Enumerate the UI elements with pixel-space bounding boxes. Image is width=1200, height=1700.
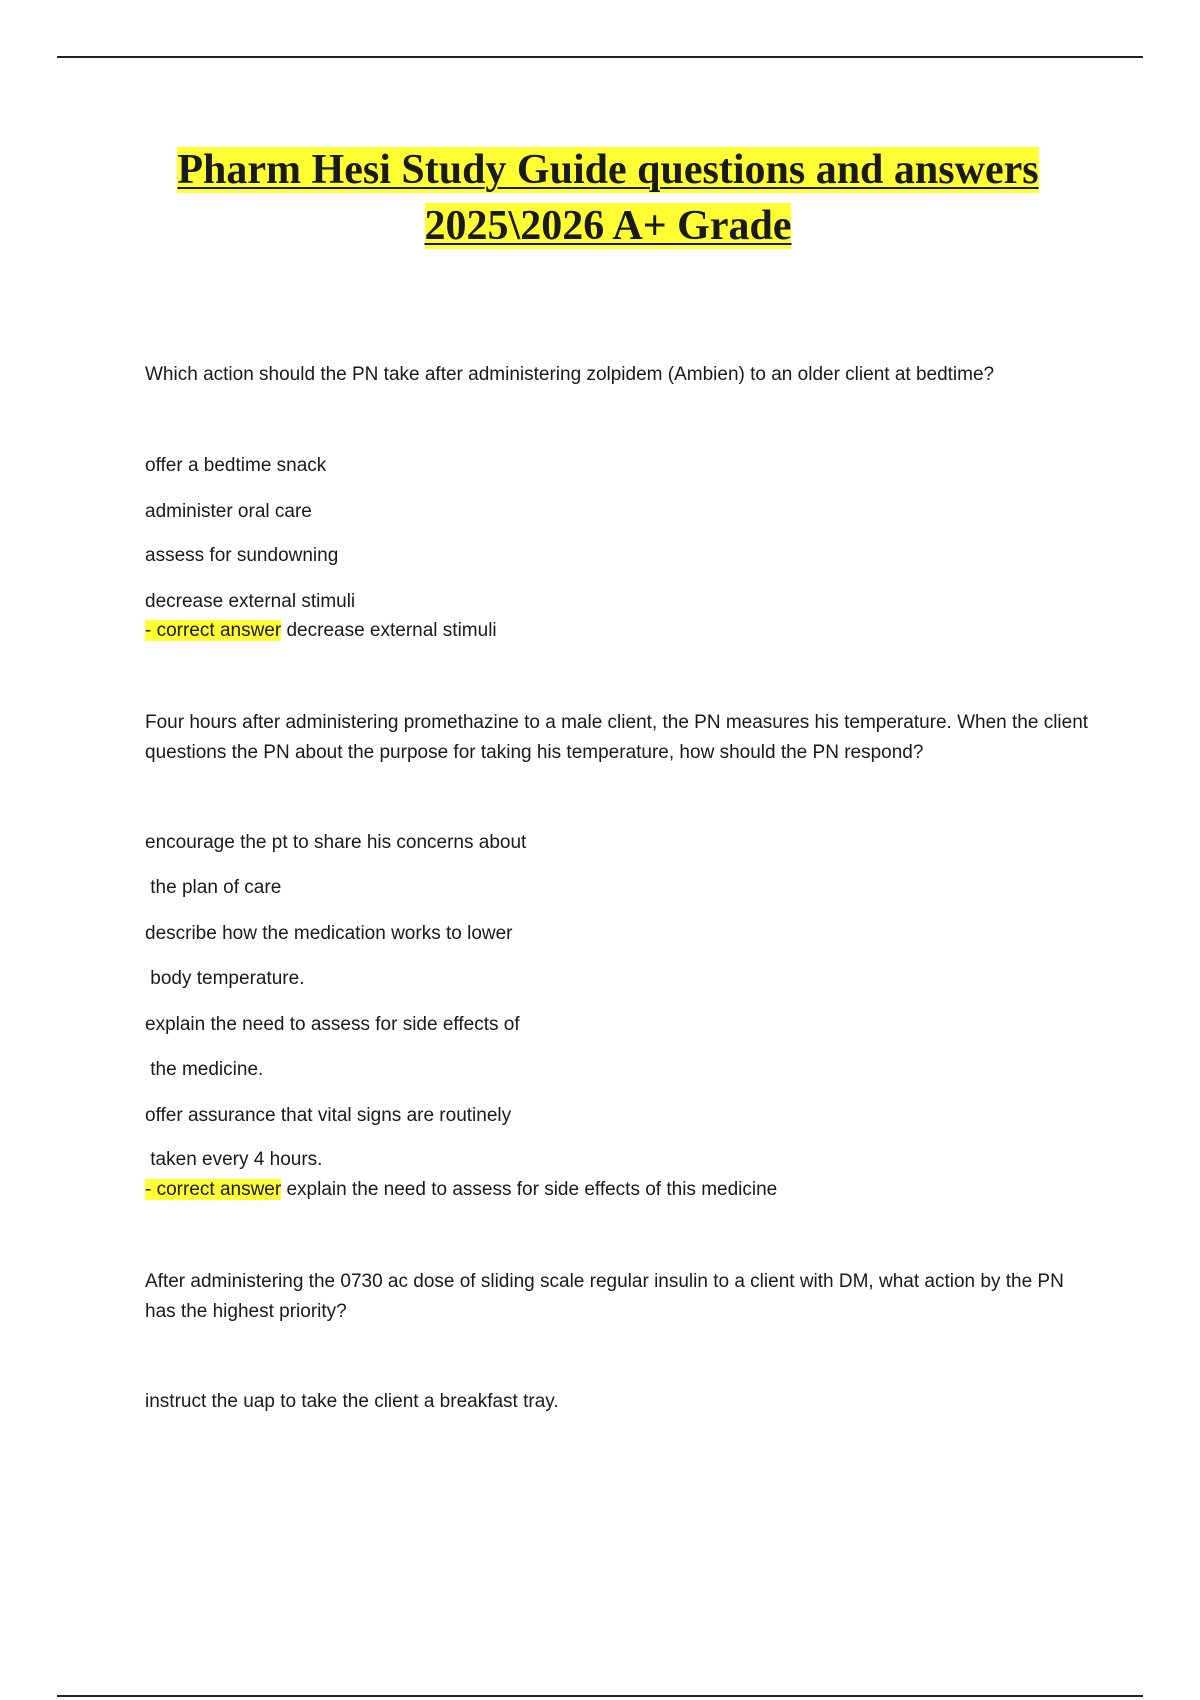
question-2-option-2: describe how the medication works to lower [145,923,513,944]
question-2-option-3-cont: the medicine. [145,1059,264,1080]
question-2-option-1: encourage the pt to share his concerns about [145,832,527,853]
document-title [100,142,1116,254]
question-1-option-4: decrease external stimuli [145,591,356,612]
question-1-option-1: offer a bedtime snack [145,455,327,476]
correct-answer-label: - correct answer [145,620,282,641]
question-2-text: Four hours after administering promethazine to a male client, the PN measures his temperature. When the client questions the PN about the purpose for taking his temperature, how should the PN respond? [145,712,1089,763]
title-line-1: Pharm Hesi Study Guide questions and answers [177,147,1039,193]
question-2-option-1-cont: the plan of care [145,877,282,898]
header-rule [57,56,1143,58]
question-1-answer [145,618,1095,644]
title-line-2: 2025\2026 A+ Grade [424,203,792,249]
question-3-text: After administering the 0730 ac dose of sliding scale regular insulin to a client with DM, what action by the PN has the highest priority? [145,1271,1064,1322]
question-3-option-1: instruct the uap to take the client a breakfast tray. [145,1391,559,1412]
question-2-option-2-cont: body temperature. [145,968,305,989]
correct-answer-text: decrease external stimuli [281,620,497,641]
question-2-answer [145,1177,1095,1203]
footer-rule [57,1695,1143,1697]
question-1-option-2: administer oral care [145,501,312,522]
question-2-option-4-cont: taken every 4 hours. [145,1149,323,1170]
question-2-option-3: explain the need to assess for side effects of [145,1014,520,1035]
question-1-text: Which action should the PN take after administering zolpidem (Ambien) to an older client at bedtime? [145,364,995,385]
correct-answer-label: - correct answer [145,1179,282,1200]
question-1-option-3: assess for sundowning [145,545,339,566]
question-2-option-4: offer assurance that vital signs are routinely [145,1105,512,1126]
correct-answer-text: explain the need to assess for side effects of this medicine [281,1179,778,1200]
